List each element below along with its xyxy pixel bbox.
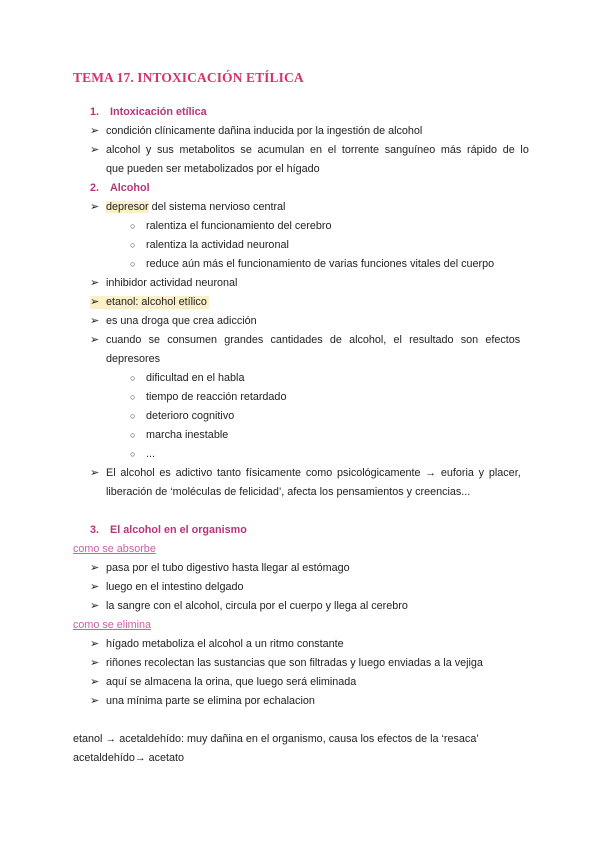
list-item	[90, 334, 520, 347]
list-item-text: del sistema nervioso central	[148, 201, 286, 213]
sub-list-item-text: reduce aún más el funcionamiento de varias funciones vitales del cuerpo	[146, 258, 495, 270]
section-2-heading	[90, 182, 150, 195]
sub-list-item-text: ...	[146, 448, 155, 460]
list-item	[90, 562, 350, 575]
list-item-continuation: liberación de ‘moléculas de felicidad’, afecta los pensamientos y creencias...	[106, 486, 471, 498]
arrow-bullet-icon: ➢	[90, 277, 100, 289]
arrow-bullet-icon: ➢	[90, 657, 100, 669]
arrow-bullet-icon: ➢	[90, 562, 100, 574]
elimina-label: como se elimina	[73, 619, 152, 631]
section-number: 2.	[90, 182, 100, 194]
list-item	[90, 638, 344, 651]
list-item-continuation: que pueden ser metabolizados por el hígado	[106, 163, 320, 175]
list-item-text: etanol: alcohol etílico	[106, 296, 207, 308]
list-item-text: cuando se consumen grandes cantidades de alcohol, el resultado son efectos	[106, 334, 521, 346]
list-item-text: hígado metaboliza el alcohol a un ritmo constante	[106, 638, 344, 650]
section-1-heading	[90, 106, 207, 119]
sub-list-item-text: dificultad en el habla	[146, 372, 245, 384]
arrow-bullet-icon: ➢	[90, 144, 100, 156]
section-number: 1.	[90, 106, 100, 118]
arrow-bullet-icon: ➢	[90, 296, 100, 308]
note-line: etanol → acetaldehído: muy dañina en el organismo, causa los efectos de la ‘resaca’	[73, 733, 479, 745]
list-item	[90, 695, 315, 708]
list-item	[90, 600, 408, 613]
sub-list-item	[130, 372, 244, 385]
sub-list-item	[130, 220, 331, 233]
list-item-text: una mínima parte se elimina por echalacion	[106, 695, 315, 707]
sub-list-item-text: deterioro cognitivo	[146, 410, 235, 422]
sub-list-item	[130, 258, 494, 271]
arrow-bullet-icon: ➢	[90, 695, 100, 707]
circle-bullet-icon: ○	[130, 430, 136, 440]
list-item-text: inhibidor actividad neuronal	[106, 277, 238, 289]
sub-list-item-text: marcha inestable	[146, 429, 229, 441]
list-item	[90, 125, 422, 138]
sub-list-item-text: tiempo de reacción retardado	[146, 391, 287, 403]
absorbe-label: como se absorbe	[73, 543, 156, 555]
list-item-text: es una droga que crea adicción	[106, 315, 257, 327]
sub-list-item	[130, 391, 286, 404]
section-number: 3.	[90, 524, 100, 536]
highlighted-text: depresor	[106, 201, 149, 213]
list-item-text: El alcohol es adictivo tanto físicamente como psicológicamente → euforia y placer,	[106, 467, 521, 479]
list-item-text: alcohol y sus metabolitos se acumulan en el torrente sanguíneo más rápido de lo	[106, 144, 529, 156]
highlighted-item	[90, 296, 209, 309]
sub-list-item	[130, 429, 228, 442]
list-item-text: luego en el intestino delgado	[106, 581, 244, 593]
list-item	[90, 315, 257, 328]
arrow-bullet-icon: ➢	[90, 125, 100, 137]
sub-list-item	[130, 448, 155, 461]
arrow-bullet-icon: ➢	[90, 676, 100, 688]
list-item	[90, 144, 529, 157]
list-item	[90, 467, 521, 480]
list-item	[90, 296, 209, 309]
sub-list-item	[130, 239, 289, 252]
sub-list-item	[130, 410, 234, 423]
section-title: Intoxicación etílica	[110, 106, 207, 118]
arrow-bullet-icon: ➢	[90, 600, 100, 612]
arrow-bullet-icon: ➢	[90, 334, 100, 346]
list-item-text: condición clínicamente dañina inducida por la ingestión de alcohol	[106, 125, 423, 137]
note-line: acetaldehído→ acetato	[73, 752, 185, 764]
sub-list-item-text: ralentiza la actividad neuronal	[146, 239, 289, 251]
arrow-bullet-icon: ➢	[90, 315, 100, 327]
circle-bullet-icon: ○	[130, 392, 136, 402]
arrow-bullet-icon: ➢	[90, 201, 100, 213]
list-item-text: pasa por el tubo digestivo hasta llegar al estómago	[106, 562, 350, 574]
circle-bullet-icon: ○	[130, 449, 136, 459]
list-item-text: la sangre con el alcohol, circula por el cuerpo y llega al cerebro	[106, 600, 408, 612]
section-3-heading	[90, 524, 247, 537]
list-item	[90, 581, 243, 594]
page-title: TEMA 17. INTOXICACIÓN ETÍLICA	[73, 70, 304, 85]
list-item	[90, 657, 483, 670]
circle-bullet-icon: ○	[130, 221, 136, 231]
section-title: Alcohol	[110, 182, 150, 194]
section-title: El alcohol en el organismo	[110, 524, 247, 536]
arrow-bullet-icon: ➢	[90, 581, 100, 593]
list-item	[90, 277, 237, 290]
sub-list-item-text: ralentiza el funcionamiento del cerebro	[146, 220, 332, 232]
list-item	[90, 201, 285, 214]
arrow-bullet-icon: ➢	[90, 467, 100, 479]
list-item	[90, 676, 356, 689]
list-item-text: riñones recolectan las sustancias que son filtradas y luego enviadas a la vejiga	[106, 657, 483, 669]
arrow-bullet-icon: ➢	[90, 638, 100, 650]
list-item-text: aquí se almacena la orina, que luego será eliminada	[106, 676, 357, 688]
circle-bullet-icon: ○	[130, 373, 136, 383]
circle-bullet-icon: ○	[130, 411, 136, 421]
circle-bullet-icon: ○	[130, 240, 136, 250]
circle-bullet-icon: ○	[130, 259, 136, 269]
list-item-continuation: depresores	[106, 353, 161, 365]
